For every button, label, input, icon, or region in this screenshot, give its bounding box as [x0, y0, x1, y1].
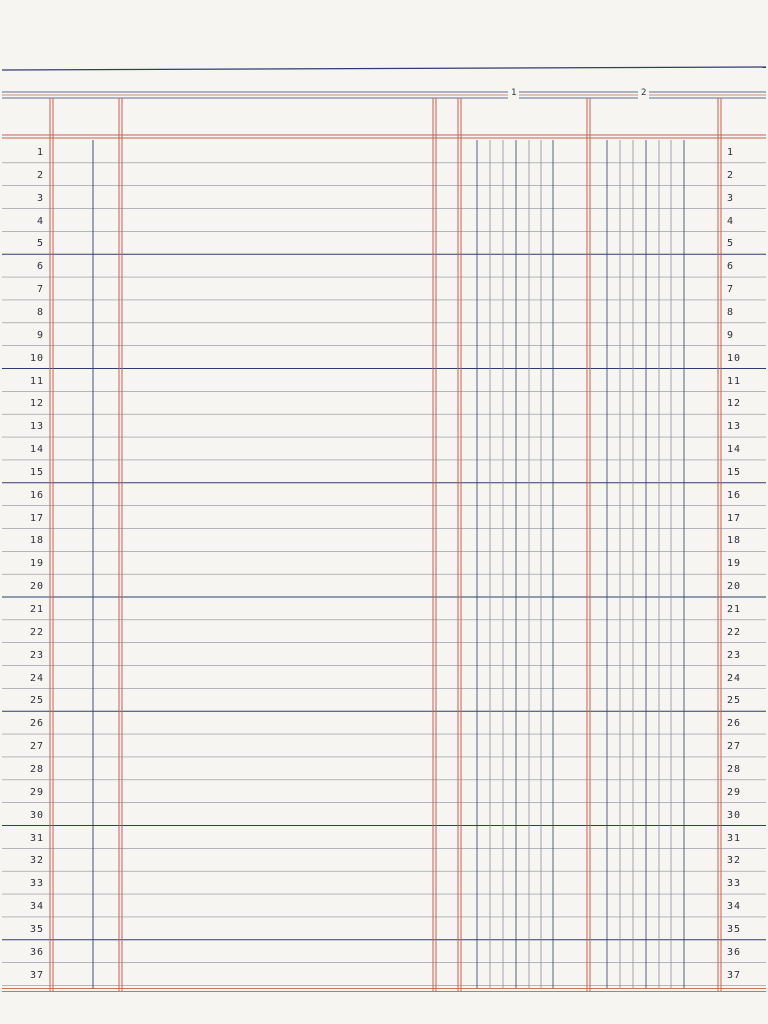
- row-number-right: 7: [727, 284, 735, 296]
- row-number-left: 8: [36, 306, 44, 318]
- row-number-right: 17: [727, 512, 742, 524]
- row-number-right: 27: [727, 741, 742, 753]
- row-number-right: 18: [727, 535, 742, 547]
- row-number-left: 15: [29, 466, 44, 478]
- row-number-left: 31: [29, 832, 44, 844]
- row-number-left: 32: [29, 855, 44, 867]
- row-number-right: 32: [727, 855, 742, 867]
- row-number-left: 19: [29, 558, 44, 570]
- row-number-left: 20: [29, 581, 44, 593]
- row-number-right: 29: [727, 786, 742, 798]
- row-number-left: 3: [36, 192, 44, 204]
- row-number-left: 1: [36, 147, 44, 158]
- row-number-left: 9: [36, 329, 44, 341]
- row-number-right: 23: [727, 649, 742, 661]
- row-number-right: 13: [727, 421, 742, 433]
- row-number-right: 34: [727, 901, 742, 913]
- row-number-left: 23: [29, 649, 44, 661]
- row-number-left: 13: [29, 421, 44, 433]
- row-number-right: 35: [727, 923, 742, 935]
- row-number-right: 25: [727, 695, 742, 707]
- row-number-left: 16: [29, 489, 44, 501]
- row-number-left: 10: [29, 352, 44, 364]
- row-number-right: 3: [727, 192, 735, 204]
- row-number-left: 35: [29, 923, 44, 935]
- row-number-left: 30: [29, 809, 44, 821]
- row-number-right: 30: [727, 809, 742, 821]
- row-number-left: 2: [36, 169, 44, 181]
- row-number-right: 8: [727, 306, 735, 318]
- row-number-right: 2: [727, 169, 735, 181]
- row-number-left: 28: [29, 763, 44, 775]
- row-number-right: 37: [727, 969, 742, 981]
- row-number-right: 19: [727, 558, 742, 570]
- top-border-rule: [2, 67, 766, 70]
- row-number-right: 12: [727, 398, 742, 410]
- row-number-right: 20: [727, 581, 742, 593]
- row-number-left: 18: [29, 535, 44, 547]
- row-number-right: 1: [727, 147, 735, 158]
- row-number-right: 6: [727, 261, 735, 273]
- row-number-left: 12: [29, 398, 44, 410]
- row-number-right: 9: [727, 329, 735, 341]
- row-number-left: 17: [29, 512, 44, 524]
- row-number-right: 10: [727, 352, 742, 364]
- row-number-left: 14: [29, 444, 44, 456]
- row-number-left: 29: [29, 786, 44, 798]
- row-number-left: 6: [36, 261, 44, 273]
- row-number-right: 14: [727, 444, 742, 456]
- row-number-right: 24: [727, 672, 742, 684]
- row-number-right: 11: [727, 375, 742, 387]
- row-number-left: 7: [36, 284, 44, 296]
- row-number-left: 26: [29, 718, 44, 730]
- row-number-right: 21: [727, 604, 742, 615]
- row-number-left: 21: [29, 604, 44, 615]
- row-number-right: 4: [727, 215, 735, 227]
- row-number-right: 33: [727, 878, 742, 890]
- row-number-right: 31: [727, 832, 742, 844]
- row-number-right: 36: [727, 946, 742, 958]
- row-number-right: 26: [727, 718, 742, 730]
- row-number-left: 24: [29, 672, 44, 684]
- row-number-left: 5: [36, 238, 44, 250]
- row-number-left: 27: [29, 741, 44, 753]
- row-number-left: 33: [29, 878, 44, 890]
- column-header-1: 1: [508, 88, 519, 99]
- row-number-left: 22: [29, 626, 44, 638]
- row-number-right: 5: [727, 238, 735, 250]
- row-number-left: 36: [29, 946, 44, 958]
- row-number-left: 25: [29, 695, 44, 707]
- row-number-left: 37: [29, 969, 44, 981]
- row-number-left: 34: [29, 901, 44, 913]
- row-number-left: 11: [29, 375, 44, 387]
- row-number-right: 15: [727, 466, 742, 478]
- row-number-right: 22: [727, 626, 742, 638]
- row-number-left: 4: [36, 215, 44, 227]
- column-header-2: 2: [638, 88, 649, 99]
- row-number-right: 16: [727, 489, 742, 501]
- row-number-right: 28: [727, 763, 742, 775]
